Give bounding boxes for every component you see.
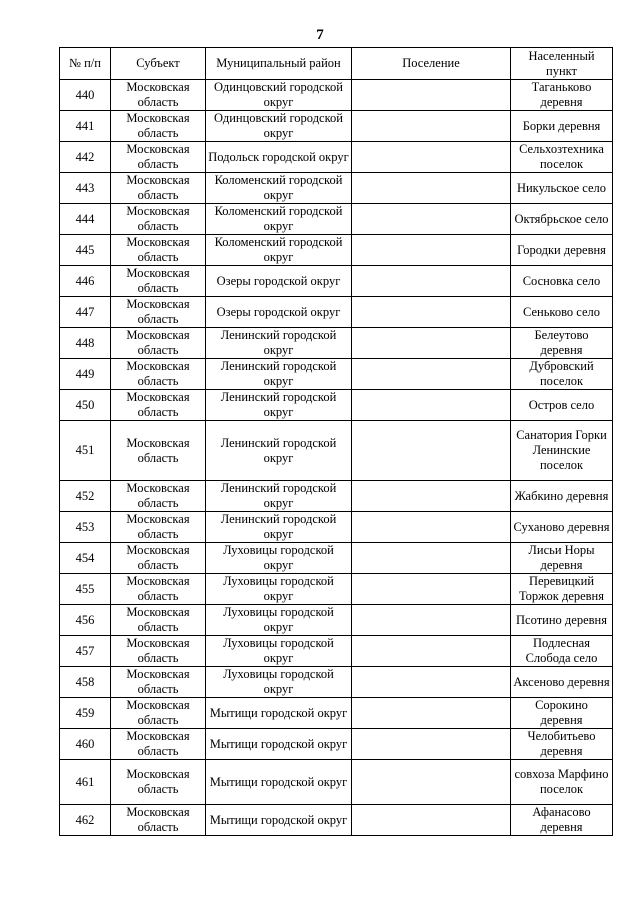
cell-subject: Московская область	[111, 390, 206, 421]
cell-settlement	[352, 266, 511, 297]
cell-locality: Жабкино деревня	[511, 481, 613, 512]
table-row	[60, 142, 613, 173]
cell-subject: Московская область	[111, 235, 206, 266]
cell-subject: Московская область	[111, 512, 206, 543]
header-num: № п/п	[60, 48, 111, 80]
cell-locality: совхоза Марфино поселок	[511, 760, 613, 805]
table-row	[60, 266, 613, 297]
cell-settlement	[352, 543, 511, 574]
cell-district: Луховицы городской округ	[206, 636, 352, 667]
cell-num: 457	[60, 636, 111, 667]
cell-settlement	[352, 142, 511, 173]
cell-num: 460	[60, 729, 111, 760]
cell-num: 456	[60, 605, 111, 636]
table-row	[60, 729, 613, 760]
cell-district: Ленинский городской округ	[206, 481, 352, 512]
table-row	[60, 636, 613, 667]
cell-num: 454	[60, 543, 111, 574]
table-row	[60, 481, 613, 512]
cell-locality: Перевицкий Торжок деревня	[511, 574, 613, 605]
table-row	[60, 297, 613, 328]
cell-settlement	[352, 204, 511, 235]
table-row	[60, 543, 613, 574]
page-number: 7	[316, 27, 324, 43]
cell-district: Подольск городской округ	[206, 142, 352, 173]
cell-num: 453	[60, 512, 111, 543]
cell-num: 462	[60, 805, 111, 836]
cell-district: Мытищи городской округ	[206, 805, 352, 836]
cell-locality: Псотино деревня	[511, 605, 613, 636]
table-row	[60, 698, 613, 729]
cell-num: 444	[60, 204, 111, 235]
table-row	[60, 235, 613, 266]
cell-num: 459	[60, 698, 111, 729]
localities-table	[59, 47, 613, 836]
cell-district: Луховицы городской округ	[206, 605, 352, 636]
header-district: Муниципальный район	[206, 48, 352, 80]
cell-district: Ленинский городской округ	[206, 512, 352, 543]
table-row	[60, 421, 613, 481]
cell-settlement	[352, 636, 511, 667]
cell-locality: Афанасово деревня	[511, 805, 613, 836]
cell-locality: Сеньково село	[511, 297, 613, 328]
cell-settlement	[352, 359, 511, 390]
cell-num: 448	[60, 328, 111, 359]
cell-subject: Московская область	[111, 328, 206, 359]
cell-settlement	[352, 328, 511, 359]
cell-district: Ленинский городской округ	[206, 421, 352, 481]
cell-settlement	[352, 390, 511, 421]
cell-settlement	[352, 421, 511, 481]
cell-num: 441	[60, 111, 111, 142]
cell-num: 449	[60, 359, 111, 390]
cell-subject: Московская область	[111, 605, 206, 636]
cell-subject: Московская область	[111, 80, 206, 111]
table-row	[60, 80, 613, 111]
cell-subject: Московская область	[111, 266, 206, 297]
cell-num: 451	[60, 421, 111, 481]
cell-subject: Московская область	[111, 111, 206, 142]
cell-settlement	[352, 80, 511, 111]
cell-settlement	[352, 760, 511, 805]
cell-subject: Московская область	[111, 574, 206, 605]
cell-settlement	[352, 605, 511, 636]
cell-num: 442	[60, 142, 111, 173]
cell-num: 458	[60, 667, 111, 698]
cell-settlement	[352, 481, 511, 512]
cell-settlement	[352, 574, 511, 605]
cell-num: 455	[60, 574, 111, 605]
table-row	[60, 512, 613, 543]
cell-district: Одинцовский городской округ	[206, 111, 352, 142]
cell-district: Коломенский городской округ	[206, 204, 352, 235]
cell-district: Ленинский городской округ	[206, 328, 352, 359]
cell-district: Одинцовский городской округ	[206, 80, 352, 111]
cell-subject: Московская область	[111, 421, 206, 481]
cell-subject: Московская область	[111, 173, 206, 204]
cell-locality: Подлесная Слобода село	[511, 636, 613, 667]
cell-settlement	[352, 235, 511, 266]
cell-subject: Московская область	[111, 142, 206, 173]
cell-subject: Московская область	[111, 359, 206, 390]
header-locality: Населенный пункт	[511, 48, 613, 80]
cell-settlement	[352, 729, 511, 760]
cell-locality: Остров село	[511, 390, 613, 421]
cell-num: 447	[60, 297, 111, 328]
cell-locality: Челобитьево деревня	[511, 729, 613, 760]
cell-locality: Городки деревня	[511, 235, 613, 266]
cell-locality: Дубровский поселок	[511, 359, 613, 390]
cell-subject: Московская область	[111, 481, 206, 512]
table-row	[60, 111, 613, 142]
cell-subject: Московская область	[111, 543, 206, 574]
table-row	[60, 667, 613, 698]
table-row	[60, 204, 613, 235]
cell-district: Коломенский городской округ	[206, 235, 352, 266]
cell-settlement	[352, 805, 511, 836]
cell-locality: Лисьи Норы деревня	[511, 543, 613, 574]
cell-subject: Московская область	[111, 204, 206, 235]
cell-district: Луховицы городской округ	[206, 667, 352, 698]
cell-district: Озеры городской округ	[206, 297, 352, 328]
cell-subject: Московская область	[111, 760, 206, 805]
cell-locality: Таганьково деревня	[511, 80, 613, 111]
cell-settlement	[352, 111, 511, 142]
cell-settlement	[352, 667, 511, 698]
table-row	[60, 605, 613, 636]
table-row	[60, 328, 613, 359]
table-row	[60, 805, 613, 836]
cell-num: 461	[60, 760, 111, 805]
cell-subject: Московская область	[111, 698, 206, 729]
table-row	[60, 760, 613, 805]
cell-settlement	[352, 698, 511, 729]
table-header-row	[60, 48, 613, 80]
cell-num: 440	[60, 80, 111, 111]
cell-locality: Сосновка село	[511, 266, 613, 297]
cell-subject: Московская область	[111, 667, 206, 698]
cell-district: Ленинский городской округ	[206, 359, 352, 390]
cell-subject: Московская область	[111, 729, 206, 760]
cell-locality: Октябрьское село	[511, 204, 613, 235]
cell-district: Луховицы городской округ	[206, 574, 352, 605]
cell-locality: Борки деревня	[511, 111, 613, 142]
table-row	[60, 390, 613, 421]
table-row	[60, 173, 613, 204]
table-row	[60, 359, 613, 390]
cell-locality: Сорокино деревня	[511, 698, 613, 729]
cell-subject: Московская область	[111, 636, 206, 667]
cell-num: 452	[60, 481, 111, 512]
cell-locality: Суханово деревня	[511, 512, 613, 543]
cell-settlement	[352, 512, 511, 543]
cell-locality: Аксеново деревня	[511, 667, 613, 698]
cell-locality: Никульское село	[511, 173, 613, 204]
cell-locality: Сельхозтехника поселок	[511, 142, 613, 173]
cell-district: Коломенский городской округ	[206, 173, 352, 204]
cell-district: Озеры городской округ	[206, 266, 352, 297]
table-row	[60, 574, 613, 605]
cell-locality: Санатория Горки Ленинские поселок	[511, 421, 613, 481]
cell-subject: Московская область	[111, 297, 206, 328]
cell-num: 443	[60, 173, 111, 204]
cell-district: Луховицы городской округ	[206, 543, 352, 574]
cell-district: Ленинский городской округ	[206, 390, 352, 421]
cell-num: 450	[60, 390, 111, 421]
cell-num: 446	[60, 266, 111, 297]
cell-district: Мытищи городской округ	[206, 760, 352, 805]
cell-settlement	[352, 173, 511, 204]
cell-subject: Московская область	[111, 805, 206, 836]
cell-settlement	[352, 297, 511, 328]
header-subject: Субъект	[111, 48, 206, 80]
cell-num: 445	[60, 235, 111, 266]
cell-locality: Белеутово деревня	[511, 328, 613, 359]
cell-district: Мытищи городской округ	[206, 729, 352, 760]
header-settlement: Поселение	[352, 48, 511, 80]
cell-district: Мытищи городской округ	[206, 698, 352, 729]
